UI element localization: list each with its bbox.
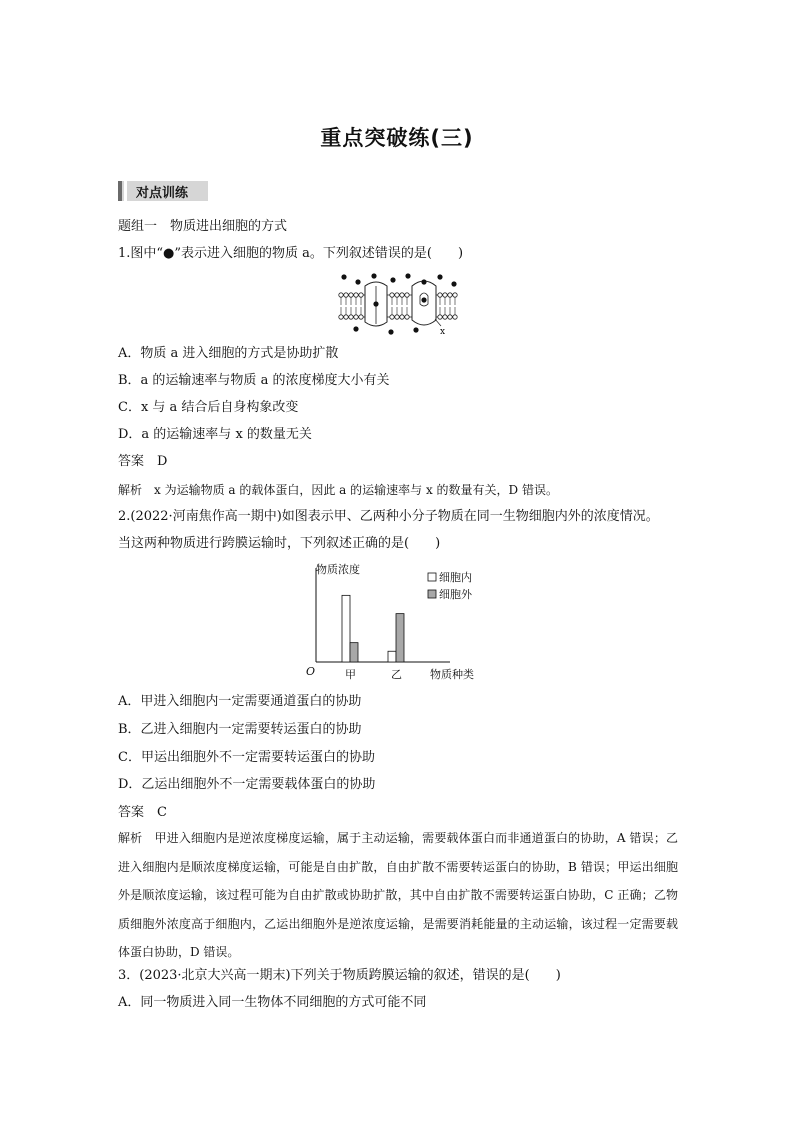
x-pointer-line xyxy=(435,319,441,326)
q1-stem: 1.图中“●”表示进入细胞的物质 a。下列叙述错误的是( ) xyxy=(118,246,464,261)
bar-1-0 xyxy=(388,651,396,662)
x-axis-label: 物质种类 xyxy=(430,668,474,681)
x-label: x xyxy=(440,327,446,336)
group-heading: 题组一 物质进出细胞的方式 xyxy=(118,219,288,234)
q1-option-b: B．a 的运输速率与物质 a 的浓度梯度大小有关 xyxy=(118,373,390,388)
legend-label-0: 细胞内 xyxy=(439,571,472,584)
bar-1-1 xyxy=(396,614,404,662)
phospholipid-heads xyxy=(339,293,457,319)
category-label-1: 乙 xyxy=(391,668,402,681)
q2-stem-line1: 2.(2022·河南焦作高一期中)如图表示甲、乙两种小分子物质在同一生物细胞内外的浓度情况。 xyxy=(118,509,659,524)
page-title: 重点突破练(三) xyxy=(320,126,474,150)
q2-option-c: C．甲运出细胞外不一定需要转运蛋白的协助 xyxy=(118,750,375,765)
q1-option-c: C．x 与 a 结合后自身构象改变 xyxy=(118,400,299,415)
legend-swatch-0 xyxy=(428,573,436,581)
bar-0-0 xyxy=(342,595,350,662)
legend-swatch-1 xyxy=(428,590,436,598)
section-tag xyxy=(118,181,208,201)
q3-option-a: A．同一物质进入同一生物体不同细胞的方式可能不同 xyxy=(118,995,427,1010)
substance-a-particles xyxy=(341,273,456,334)
legend-label-1: 细胞外 xyxy=(439,588,472,601)
q1-explanation: 解析 x 为运输物质 a 的载体蛋白，因此 a 的运输速率与 x 的数量有关，D 错误。 xyxy=(118,483,558,497)
membrane-diagram xyxy=(336,272,460,336)
category-label-0: 甲 xyxy=(345,668,356,681)
membrane-bilayer xyxy=(339,295,457,317)
q2-answer: 答案 C xyxy=(118,805,167,820)
section-tag-bar xyxy=(124,181,127,201)
q3-stem: 3．(2023·北京大兴高一期末)下列关于物质跨膜运输的叙述，错误的是( ) xyxy=(118,968,561,983)
bar-0-1 xyxy=(350,643,358,662)
q2-explanation: 解析 甲进入细胞内是逆浓度梯度运输，属于主动运输，需要载体蛋白而非通道蛋白的协助，A 错误；乙进入细胞内是顺浓度梯度运输，可能是自由扩散，自由扩散不需要转运蛋白的协助，B 错误；甲运出细胞外是顺浓度运输，该过程可能为自由扩散或协助扩散，其中自由扩散不需要转运蛋白协助，C 正确；乙物质细胞外浓度高于细胞内，乙运出细胞外是逆浓度运输，是需要消耗能量的主动运输，该过程一定需要载体蛋白协助，D 错误。 xyxy=(118,831,678,959)
q2-stem-line2: 当这两种物质进行跨膜运输时，下列叙述正确的是( ) xyxy=(118,536,441,551)
concentration-bar-chart xyxy=(300,558,490,686)
q2-option-a: A．甲进入细胞内一定需要通道蛋白的协助 xyxy=(118,694,362,709)
phospholipid-tails xyxy=(341,297,455,315)
section-tag-label: 对点训练 xyxy=(136,186,189,201)
q1-option-d: D．a 的运输速率与 x 的数量无关 xyxy=(118,427,312,442)
q1-option-a: A．物质 a 进入细胞的方式是协助扩散 xyxy=(118,346,339,361)
q2-option-d: D．乙运出细胞外不一定需要载体蛋白的协助 xyxy=(118,777,376,792)
q2-option-b: B．乙进入细胞内一定需要转运蛋白的协助 xyxy=(118,722,362,737)
q1-answer: 答案 D xyxy=(118,454,168,469)
origin-label: O xyxy=(306,665,316,678)
y-axis-label: 物质浓度 xyxy=(316,563,360,576)
